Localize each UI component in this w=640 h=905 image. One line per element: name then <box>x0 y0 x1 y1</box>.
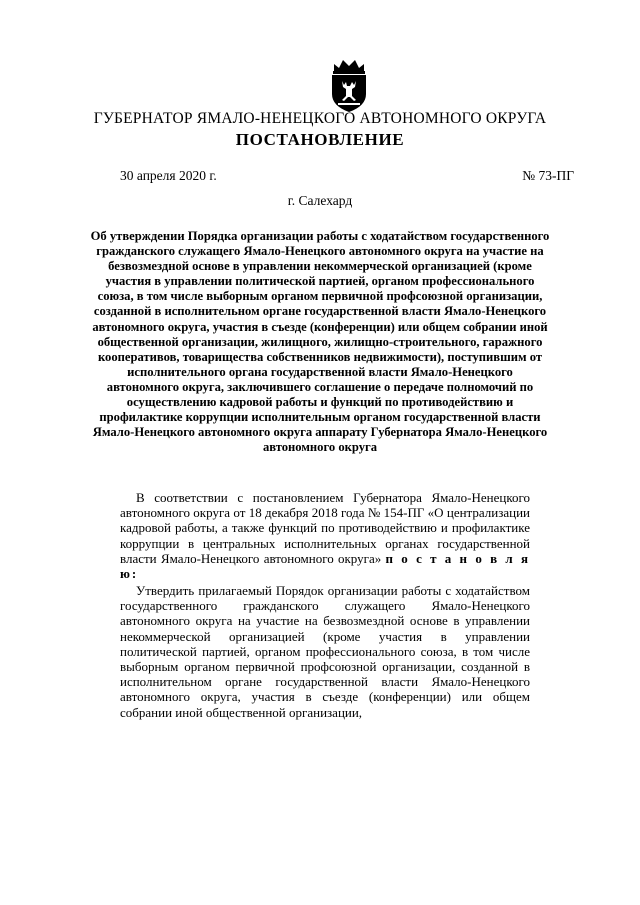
preamble-text: В соответствии с постановлением Губернатора Ямало-Ненецкого автономного округа от 18 декабря 2018 года № 154-ПГ «О централизации кадровой работы, а также функций по противодействию и профилактике коррупции в центральных исполнительных органах государственной власти Ямало-Ненецкого автономного округа» <box>120 490 530 566</box>
coat-of-arms-icon <box>324 56 374 114</box>
paragraph-preamble <box>120 490 530 581</box>
paragraph-approve: Утвердить прилагаемый Порядок организации работы с ходатайством государственного гражданского служащего Ямало-Ненецкого автономного округа на участие на безвозмездной основе в управлении некоммерческой организацией (кроме участия в управлении политической партией, органом профессионального союза, в том числе выборным органом первичной профсоюзной организации, созданной в исполнительном органе государственной власти Ямало-Ненецкого автономного округа, участия в съезде (конференции) или общем собрании иной общественной организации, <box>120 583 530 720</box>
authority-title: ГУБЕРНАТОР ЯМАЛО-НЕНЕЦКОГО АВТОНОМНОГО ОКРУГА <box>93 110 547 127</box>
document-date: 30 апреля 2020 г. <box>120 168 217 183</box>
document-heading: Об утверждении Порядка организации работы с ходатайством государственного гражданского служащего Ямало-Ненецкого автономного округа на участие на безвозмездной основе в управлении некоммерческой организацией (кроме участия в управлении политической партией, органом профессионального союза, в том числе выборным органом первичной профсоюзной организации, созданной в исполнительном органе государственной власти Ямало-Ненецкого автономного округа, участия в съезде (конференции) или общем собрании иной общественной организации, жилищного, жилищно-строительного, гаражного кооперативов, товарищества собственников недвижимости), поступившим от исполнительного органа государственной власти Ямало-Ненецкого автономного округа, заключившего соглашение о передаче полномочий по осуществлению кадровой работы и функций по противодействию и профилактике коррупции исполнительным органом государственной власти Ямало-Ненецкого автономного округа аппарату Губернатора Ямало-Ненецкого автономного округа <box>90 229 550 455</box>
document-number: № 73-ПГ <box>522 168 574 183</box>
document-type: ПОСТАНОВЛЕНИЕ <box>235 130 405 149</box>
document-place: г. Салехард <box>287 193 353 208</box>
decree-word: п о с т а н о в л я ю: <box>120 550 531 582</box>
